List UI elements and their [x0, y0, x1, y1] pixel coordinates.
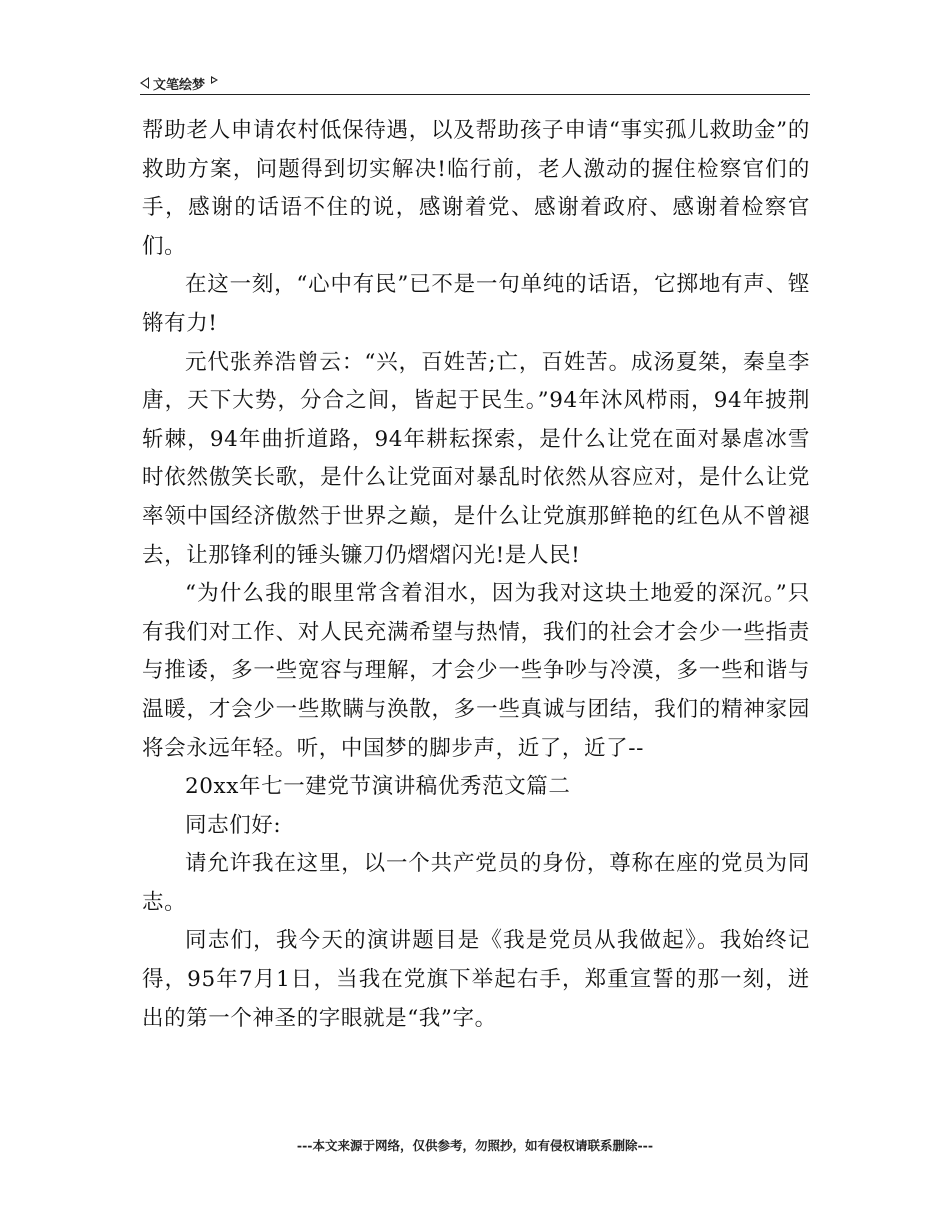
section-heading: 20xx年七一建党节演讲稿优秀范文篇二 [185, 774, 571, 800]
page-footer: ---本文来源于网络，仅供参考，勿照抄，如有侵权请联系删除--- [296, 1138, 654, 1153]
paragraph: 帮助老人申请农村低保待遇，以及帮助孩子申请“事实孤儿救助金”的救助方案，问题得到切实解决!临行前，老人激动的握住检察官们的手，感谢的话语不住的说，感谢着党、感谢着政府、感谢着检察官们。 [142, 118, 810, 259]
paragraph: 请允许我在这里，以一个共产党员的身份，尊称在座的党员为同志。 [142, 851, 810, 915]
page-header [140, 72, 810, 95]
paragraph: 在这一刻，“心中有民”已不是一句单纯的话语，它掷地有声、铿锵有力! [142, 272, 810, 336]
paragraph: 同志们，我今天的演讲题目是《我是党员从我做起》。我始终记得，95年7月1日，当我在党旗下举起右手，郑重宣誓的那一刻，迸出的第一个神圣的字眼就是“我”字。 [142, 928, 810, 1031]
triangle-right-icon [211, 76, 218, 84]
salutation: 同志们好: [185, 812, 282, 838]
header-title: 文笔绘梦 [153, 77, 206, 93]
triangle-left-icon [140, 77, 149, 89]
paragraph: 元代张养浩曾云：“兴，百姓苦;亡，百姓苦。成汤夏桀，秦皇李唐，天下大势，分合之间，皆起于民生。”94年沐风栉雨，94年披荆斩棘，94年曲折道路，94年耕耘探索，是什么让党在面对暴虐冰雪时依然傲笑长歌，是什么让党面对暴乱时依然从容应对，是什么让党率领中国经济傲然于世界之巅，是什么让党旗那鲜艳的红色从不曾褪去，让那锋利的锤头镰刀仍熠熠闪光!是人民! [142, 349, 810, 568]
paragraph: “为什么我的眼里常含着泪水，因为我对这块土地爱的深沉。”只有我们对工作、对人民充满希望与热情，我们的社会才会少一些指责与推诿，多一些宽容与理解，才会少一些争吵与冷漠，多一些和谐与温暖，才会少一些欺瞒与涣散，多一些真诚与团结，我们的精神家园将会永远年轻。听，中国梦的脚步声，近了，近了-- [142, 581, 810, 761]
document-body [142, 112, 810, 1038]
